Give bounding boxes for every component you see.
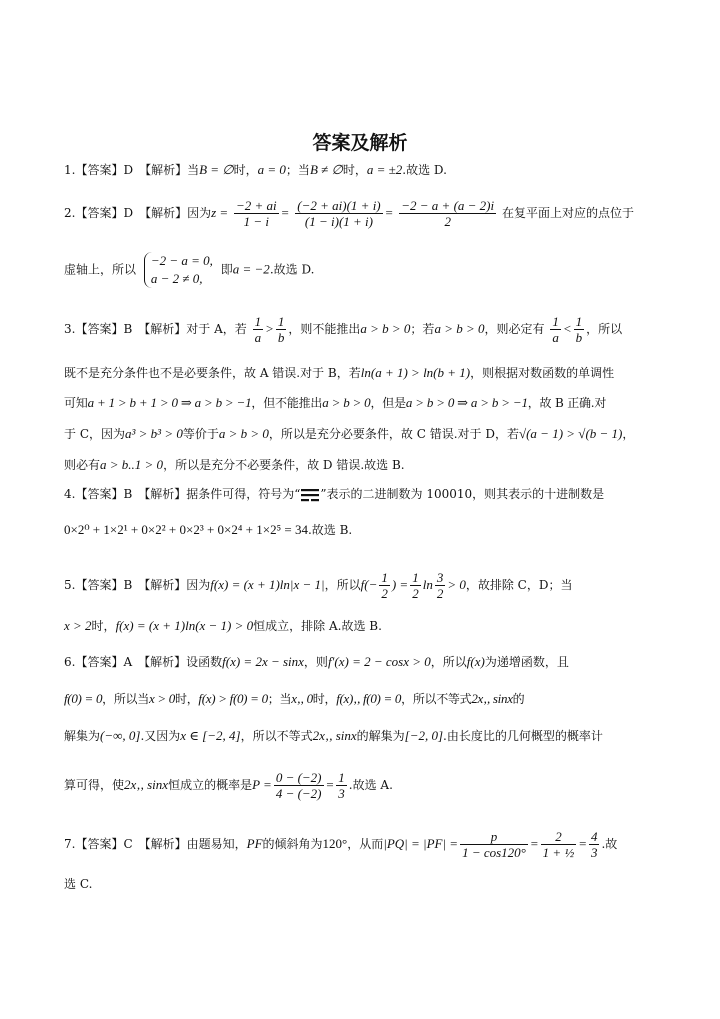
- denominator: 1 + ½: [542, 845, 575, 860]
- answer-3-line-4: [64, 426, 664, 442]
- math: (−∞, 0]: [100, 728, 141, 743]
- text: ，所以是充分不必要条件，故 D 错误.故选 B.: [163, 458, 405, 472]
- answer-3-line-2: [64, 365, 664, 381]
- text: 为递增函数，且: [484, 655, 569, 669]
- text: 的解集为: [356, 729, 405, 743]
- text: ，所以不等式: [401, 692, 472, 706]
- denominator: a: [552, 330, 559, 345]
- text: 虚轴上，所以: [64, 262, 137, 277]
- text: 6.【答案】A 【解析】设函数: [64, 655, 223, 669]
- math: ) =: [391, 577, 409, 592]
- math: 2x‚, sinx: [312, 728, 357, 743]
- answer-5-line-2: [64, 618, 664, 634]
- text: 等价于: [182, 427, 219, 441]
- fraction: [399, 198, 496, 229]
- text: 5.【答案】B 【解析】因为: [64, 578, 211, 592]
- fraction: [550, 314, 561, 345]
- answer-6-line-3: [64, 728, 664, 744]
- math: =: [578, 836, 587, 851]
- denominator: 2: [412, 586, 419, 601]
- text: ；当: [285, 163, 310, 177]
- text: ；若: [410, 322, 435, 336]
- text: .故选 D.: [402, 163, 447, 177]
- text: .故选 A.: [348, 778, 393, 792]
- text: ，则不能推出: [288, 322, 361, 336]
- math: a > b > 0: [218, 426, 269, 441]
- text: ，则必定有: [484, 322, 545, 336]
- numerator: 1: [277, 314, 285, 329]
- text: ，: [622, 427, 635, 441]
- denominator: 4 − (−2): [275, 786, 322, 801]
- fraction: [410, 570, 421, 601]
- answer-7-line-2: [64, 876, 664, 892]
- math: B ≠ ∅: [309, 162, 343, 177]
- fraction: [379, 570, 390, 601]
- text: 算可得，使: [64, 778, 125, 792]
- numerator: 1: [575, 314, 583, 329]
- fraction: [295, 198, 382, 229]
- math: x ∈ [−2, 4]: [180, 728, 241, 743]
- text: 恒成立的概率是: [168, 778, 253, 792]
- math: x > 0: [148, 691, 176, 706]
- text: ，但不能推出: [251, 396, 323, 410]
- text: ，但是: [370, 396, 406, 410]
- answer-6-line-2: [64, 691, 664, 707]
- equation-system: [144, 252, 213, 288]
- text: 2.【答案】D 【解析】因为: [64, 206, 212, 220]
- math: P =: [252, 777, 272, 792]
- fraction: [541, 829, 577, 860]
- answer-6-line-1: [64, 654, 664, 670]
- text: ，所以: [324, 578, 361, 592]
- text: 时，: [175, 692, 199, 706]
- numerator: 3: [436, 570, 444, 585]
- text: 的倾斜角为: [262, 837, 323, 851]
- math: >: [265, 321, 274, 336]
- math: f(x) = (x + 1)ln(x − 1) > 0: [115, 618, 254, 633]
- text: 1.【答案】D 【解析】当: [64, 163, 200, 177]
- trigram-symbol-icon: [300, 488, 320, 502]
- math: > 0: [447, 577, 466, 592]
- answer-1-line: [64, 162, 664, 178]
- math: 120°: [322, 836, 348, 851]
- math: <: [562, 321, 572, 336]
- text: ，所以不等式: [240, 729, 313, 743]
- numerator: 0 − (−2): [275, 770, 322, 785]
- fraction: [274, 770, 324, 801]
- fraction: [234, 198, 279, 229]
- text: 可知: [64, 396, 88, 410]
- answer-3-line-5: [64, 457, 664, 473]
- answer-3-line-3: [64, 395, 664, 411]
- math: a > b > 0: [322, 395, 371, 410]
- math: a > b > 0 ⇒ a > b > −1: [405, 395, 528, 410]
- equation: −2 − a = 0,: [150, 253, 213, 268]
- text: ，则根据对数函数的单调性: [470, 366, 615, 380]
- math: 2x‚, sinx: [124, 777, 169, 792]
- text: ，所以: [586, 322, 623, 336]
- math: ln: [422, 577, 433, 592]
- page-title: 答案及解析: [312, 132, 408, 154]
- text: 的: [512, 692, 525, 706]
- answer-7-line-1: [64, 829, 664, 860]
- numerator: p: [460, 829, 528, 845]
- answer-3-line-1: [64, 314, 664, 345]
- denominator: 2: [436, 586, 444, 601]
- math: PF: [246, 836, 263, 851]
- text: 时，: [233, 163, 258, 177]
- math: f(−: [360, 577, 378, 592]
- text: .由长度比的几何概型的概率计: [443, 729, 603, 743]
- numerator: −2 + ai: [236, 198, 277, 213]
- text: ”表示的二进制数为 100010，则其表示的十进制数是: [320, 487, 605, 501]
- math: |PQ| = |PF| =: [383, 836, 459, 851]
- numerator: 1: [412, 570, 419, 585]
- answer-5-line-1: [64, 570, 664, 601]
- text: ，则: [303, 655, 328, 669]
- math: a > b > 0: [360, 321, 411, 336]
- denominator: a: [254, 330, 262, 345]
- text: .故选 B.: [307, 523, 353, 537]
- denominator: 1 − i: [243, 214, 270, 229]
- fraction: [276, 314, 287, 345]
- math: f(x)‚, f(0) = 0: [336, 691, 402, 706]
- text: ，所以: [430, 655, 467, 669]
- text: 时，: [91, 619, 116, 633]
- answer-2-line-2: [64, 252, 664, 288]
- text: 选 C.: [64, 877, 93, 891]
- math: =: [325, 777, 335, 792]
- text: 7.【答案】C 【解析】由题易知，: [64, 837, 247, 851]
- fraction: [435, 570, 446, 601]
- math: f(x) = (x + 1)ln|x − 1|: [210, 577, 325, 592]
- numerator: 1: [338, 770, 345, 785]
- text: 于 C，因为: [64, 427, 125, 441]
- math: f′(x) = 2 − cosx > 0: [327, 654, 431, 669]
- text: 解集为: [64, 729, 101, 743]
- fraction: [336, 770, 347, 801]
- text: ，从而: [347, 837, 384, 851]
- numerator: (−2 + ai)(1 + i): [297, 198, 381, 213]
- text: 恒成立，排除 A.故选 B.: [253, 619, 382, 633]
- answer-6-line-4: [64, 770, 664, 801]
- text: ，故 B 正确.对: [527, 396, 607, 410]
- answer-2-line-1: 2.【答案】D 【解析】因为z = $\frac{-2 + ai}{1 - i}$ = $\frac{(-2 + ai)(1 + i)}{(1 - i)(1 + i)}$ = $\frac{-2 - a + (a - 2)i}{2}$ 在复平面上对应的点位于: [64, 198, 634, 229]
- math: a > b > 0: [434, 321, 485, 336]
- math: [−2, 0]: [404, 728, 444, 743]
- math: f(x) = 2x − sinx: [222, 654, 304, 669]
- answer-4-line-2: [64, 522, 664, 538]
- equation: a − 2 ≠ 0,: [150, 271, 203, 286]
- text: 时，: [342, 163, 367, 177]
- text: .故选 D.: [269, 262, 315, 277]
- math: a + 1 > b + 1 > 0 ⇒ a > b > −1: [87, 395, 252, 410]
- numerator: 1: [254, 314, 262, 329]
- fraction: [253, 314, 264, 345]
- text: 即: [220, 262, 233, 277]
- text: 时，: [312, 692, 337, 706]
- text: ；当: [267, 692, 292, 706]
- fraction: [460, 829, 528, 860]
- math: B = ∅: [199, 162, 234, 177]
- math: f(x): [466, 654, 485, 669]
- numerator: 1: [552, 314, 559, 329]
- denominator: b: [575, 330, 583, 345]
- math: 2x‚, sinx: [471, 691, 513, 706]
- math: x‚, 0: [291, 691, 313, 706]
- text: 3.【答案】B 【解析】对于 A，若: [64, 322, 247, 336]
- text: .又因为: [140, 729, 181, 743]
- text: 在复平面上对应的点位于: [501, 206, 634, 220]
- numerator: −2 − a + (a − 2)i: [401, 198, 495, 213]
- numerator: 2: [541, 829, 577, 845]
- text: .故: [601, 837, 618, 851]
- math: a = ±2: [366, 162, 403, 177]
- text: ，所以当: [102, 692, 149, 706]
- math: x > 2: [64, 618, 92, 633]
- math: a = −2: [232, 261, 270, 277]
- math: √(a − 1) > √(b − 1): [518, 426, 623, 441]
- math: =: [529, 836, 539, 851]
- denominator: 3: [338, 786, 345, 801]
- numerator: 4: [590, 829, 598, 844]
- denominator: 2: [381, 586, 388, 601]
- text: 则必有: [64, 458, 101, 472]
- math: a > b..1 > 0: [100, 457, 164, 472]
- numerator: 1: [381, 570, 388, 585]
- math: 0×2⁰ + 1×2¹ + 0×2² + 0×2³ + 0×2⁴ + 1×2⁵ = 34: [64, 522, 308, 537]
- math: f(0) = 0: [64, 691, 103, 706]
- denominator: 1 − cos120°: [462, 845, 526, 860]
- fraction: [574, 314, 585, 345]
- math: z =: [211, 205, 229, 220]
- text: ，故排除 C，D；当: [465, 578, 573, 592]
- denominator: b: [277, 330, 285, 345]
- math: ln(a + 1) > ln(b + 1): [360, 365, 471, 380]
- math: f(x) > f(0) = 0: [198, 691, 268, 706]
- math: a³ > b³ > 0: [125, 426, 183, 441]
- denominator: 3: [590, 845, 598, 860]
- fraction: [589, 829, 600, 860]
- denominator: 2: [444, 214, 451, 229]
- text: 既不是充分条件也不是必要条件，故 A 错误.对于 B，若: [64, 366, 361, 380]
- answer-4-line-1: [64, 486, 664, 502]
- text: 4.【答案】B 【解析】据条件可得，符号为“: [64, 487, 301, 501]
- text: ，所以是充分必要条件，故 C 错误.对于 D，若: [268, 427, 519, 441]
- denominator: (1 − i)(1 + i): [304, 214, 373, 229]
- math: a = 0: [257, 162, 286, 177]
